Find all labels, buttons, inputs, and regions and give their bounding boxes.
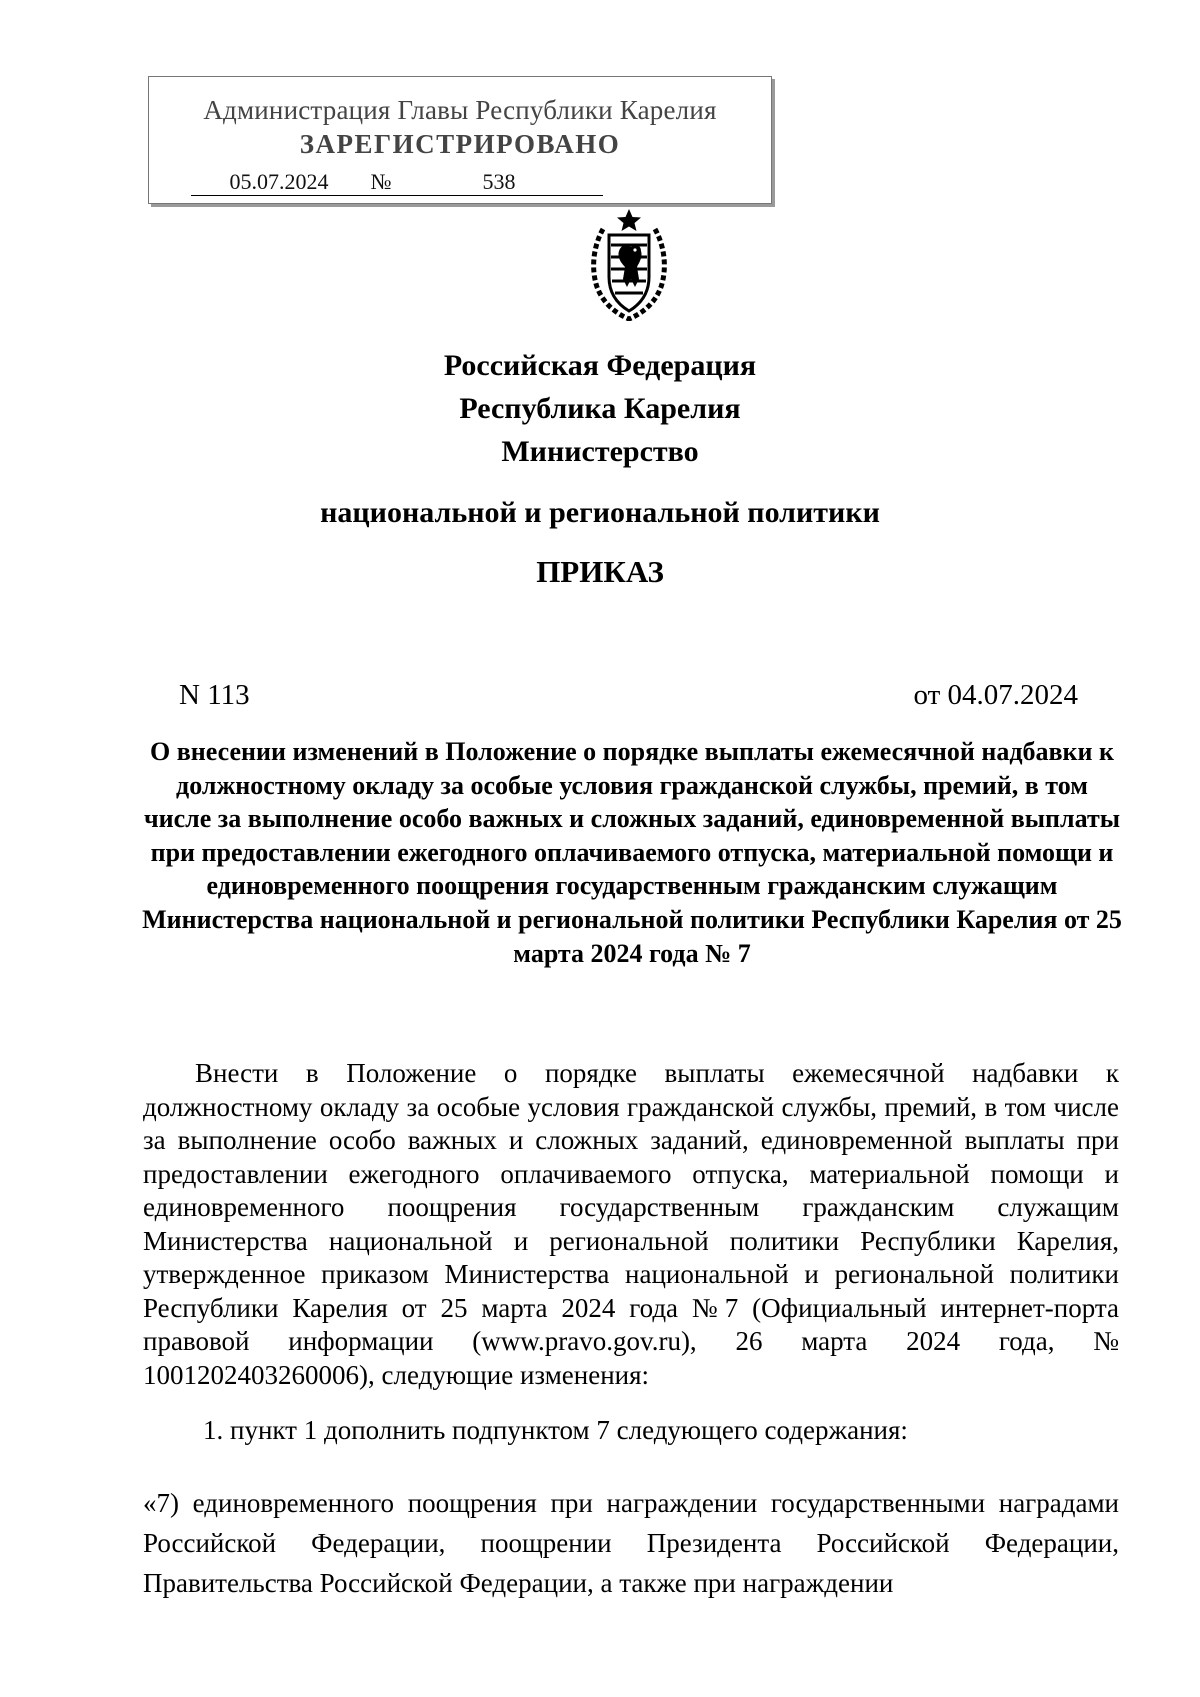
stamp-registered-label: ЗАРЕГИСТРИРОВАНО bbox=[299, 129, 621, 159]
registration-stamp bbox=[148, 76, 772, 204]
quoted-subparagraph: «7) единовременного поощрения при награждении государственными наградами Российской Федерации, поощрении Президента Российской Федерации, Правительства Российской Федерации, а также при награждении bbox=[143, 1488, 1119, 1598]
document-title: О внесении изменений в Положение о порядке выплаты ежемесячной надбавки к должностному окладу за особые условия гражданской службы, премий, в том числе за выполнение особо важных и сложных заданий, единовременной выплаты при предоставлении ежегодного оплачиваемого отпуска, материальной помощи и единовременного поощрения государственным гражданским служащим Министерства национальной и региональной политики Республики Карелия от 25 марта 2024 года № 7 bbox=[142, 737, 1122, 968]
body-intro-paragraph: Внести в Положение о порядке выплаты ежемесячной надбавки к должностному окладу за особые условия гражданской службы, премий, в том числе за выполнение особо важных и сложных заданий, единовременной выплаты при предоставлении ежегодного оплачиваемого отпуска, материальной помощи и единовременного поощрения государственным гражданским служащим Министерства национальной и региональной политики Республики Карелия, утвержденное приказом Министерства национальной и региональной политики Республики Карелия от 25 марта 2024 года №7 (Официальный интернет-порта правовой информации (www.pravo.gov.ru), 26 марта 2024 года, № 1001202403260006), следующие изменения: bbox=[143, 1058, 1119, 1390]
order-date: от 04.07.2024 bbox=[913, 679, 1078, 711]
stamp-registration-row bbox=[191, 169, 603, 196]
order-number: N 113 bbox=[179, 679, 250, 711]
stamp-authority: Администрация Главы Республики Карелия bbox=[203, 95, 717, 125]
header-ministry: Министерство bbox=[501, 435, 699, 468]
header-country: Российская Федерация bbox=[443, 349, 757, 382]
stamp-number: 538 bbox=[395, 169, 603, 196]
stamp-number-sign: № bbox=[367, 169, 395, 196]
stamp-date: 05.07.2024 bbox=[191, 169, 367, 196]
header-region: Республика Карелия bbox=[459, 392, 741, 425]
list-item: 1. пункт 1 дополнить подпунктом 7 следующего содержания: bbox=[203, 1415, 908, 1445]
document-type: ПРИКАЗ bbox=[536, 554, 664, 589]
karelia-coat-of-arms-icon bbox=[583, 207, 675, 321]
header-ministry-name: национальной и региональной политики bbox=[320, 496, 880, 529]
